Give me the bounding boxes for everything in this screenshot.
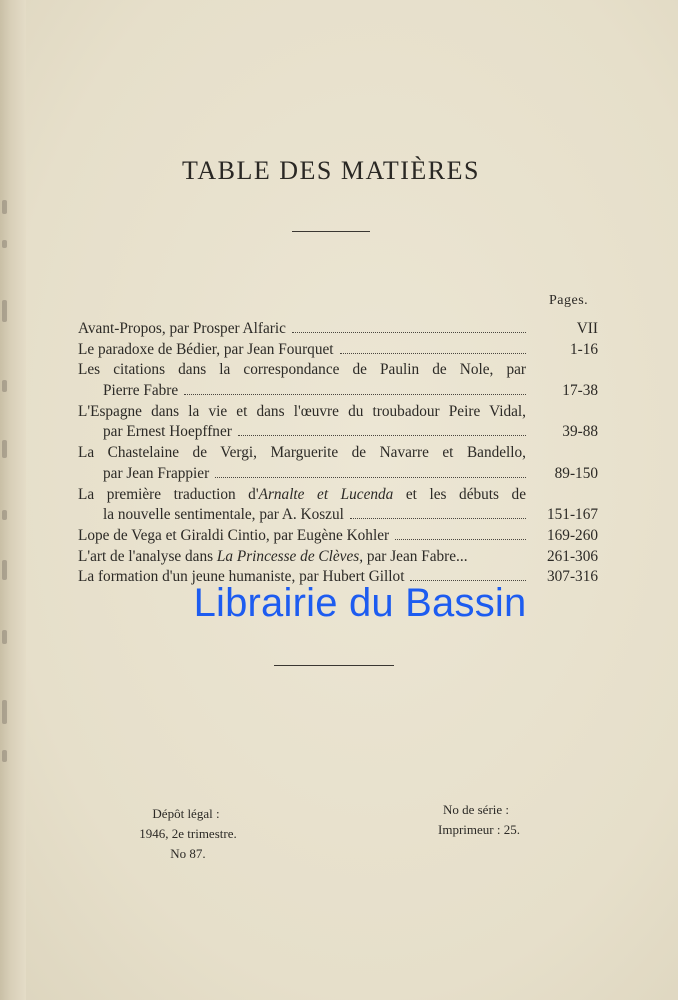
gutter-bleed-marks	[2, 180, 18, 780]
toc-entry[interactable]	[78, 485, 598, 506]
toc-entry-page: 1-16	[569, 340, 598, 358]
toc-entry-text: L'Espagne dans la vie et dans l'œuvre du troubadour Peire Vidal,	[78, 402, 526, 420]
toc-text-post: et les débuts de	[393, 485, 526, 503]
toc-entry-text: Les citations dans la correspondance de Paulin de Nole, par	[78, 361, 526, 379]
dot-leader	[292, 332, 526, 333]
title-divider	[292, 231, 370, 232]
toc-text-italic-title: La Princesse de Clèves,	[216, 547, 364, 565]
toc-entry-page: 17-38	[562, 382, 598, 400]
toc-entry-text: La formation d'un jeune humaniste, par Hubert Gillot	[78, 568, 405, 586]
dot-leader	[340, 353, 526, 354]
toc-entry-continuation[interactable]	[78, 464, 598, 485]
toc-entry[interactable]	[78, 319, 598, 340]
toc-entry[interactable]	[78, 340, 598, 361]
toc-text-italic-title: Arnalte et Lucenda	[258, 485, 394, 503]
toc-text-post: par Jean Fabre...	[363, 547, 468, 565]
colophon-line: 1946, 2e trimestre.	[139, 826, 237, 841]
toc-entry-page: 169-260	[547, 526, 598, 544]
colophon-line: Dépôt légal :	[152, 806, 220, 821]
toc-text-pre: L'art de l'analyse dans	[78, 547, 217, 565]
toc-entry-text: Lope de Vega et Giraldi Cintio, par Eugène Kohler	[78, 526, 390, 544]
toc-entry-text	[78, 547, 468, 568]
toc-entry-text	[78, 485, 526, 506]
table-of-contents	[78, 319, 598, 588]
toc-entry[interactable]	[78, 547, 598, 568]
dot-leader	[238, 435, 526, 436]
dot-leader	[215, 477, 526, 478]
toc-entry[interactable]	[78, 402, 598, 423]
toc-entry-page: VII	[576, 320, 598, 337]
toc-text-pre: La première traduction d'	[78, 485, 259, 503]
dot-leader	[395, 539, 526, 540]
pages-column-label: Pages.	[549, 293, 589, 308]
printer-colophon	[404, 800, 554, 840]
colophon-line: No de série :	[442, 802, 510, 817]
toc-entry-page: 39-88	[562, 423, 598, 441]
dot-leader	[184, 394, 526, 395]
toc-entry-text: par Ernest Hoepffner	[103, 423, 232, 441]
toc-entry-page: 307-316	[547, 568, 598, 586]
toc-entry-text: Le paradoxe de Bédier, par Jean Fourquet	[78, 340, 334, 358]
toc-entry-text: par Jean Frappier	[103, 464, 210, 482]
toc-entry-page: 261-306	[547, 547, 598, 565]
toc-entry[interactable]	[78, 443, 598, 464]
page-title: TABLE DES MATIÈRES	[182, 156, 480, 185]
bookseller-watermark: Librairie du Bassin	[193, 581, 527, 625]
toc-entry-page: 89-150	[554, 464, 598, 482]
colophon-line: No 87.	[170, 846, 206, 861]
toc-entry-page: 151-167	[547, 506, 598, 524]
colophon-line: Imprimeur : 25.	[438, 822, 520, 837]
legal-deposit-colophon	[118, 804, 258, 864]
toc-entry[interactable]	[78, 360, 598, 381]
toc-entry-continuation[interactable]	[78, 422, 598, 443]
toc-entry-text: La Chastelaine de Vergi, Marguerite de Navarre et Bandello,	[78, 444, 526, 462]
toc-entry-continuation[interactable]	[78, 505, 598, 526]
toc-entry-text: la nouvelle sentimentale, par A. Koszul	[103, 506, 344, 524]
toc-entry[interactable]	[78, 526, 598, 547]
toc-entry-text: Avant-Propos, par Prosper Alfaric	[78, 320, 286, 337]
toc-entry-text: Pierre Fabre	[103, 382, 179, 400]
page-binding-edge	[0, 0, 26, 1000]
dot-leader	[350, 518, 526, 519]
bottom-divider	[274, 665, 394, 666]
toc-entry-continuation[interactable]	[78, 381, 598, 402]
